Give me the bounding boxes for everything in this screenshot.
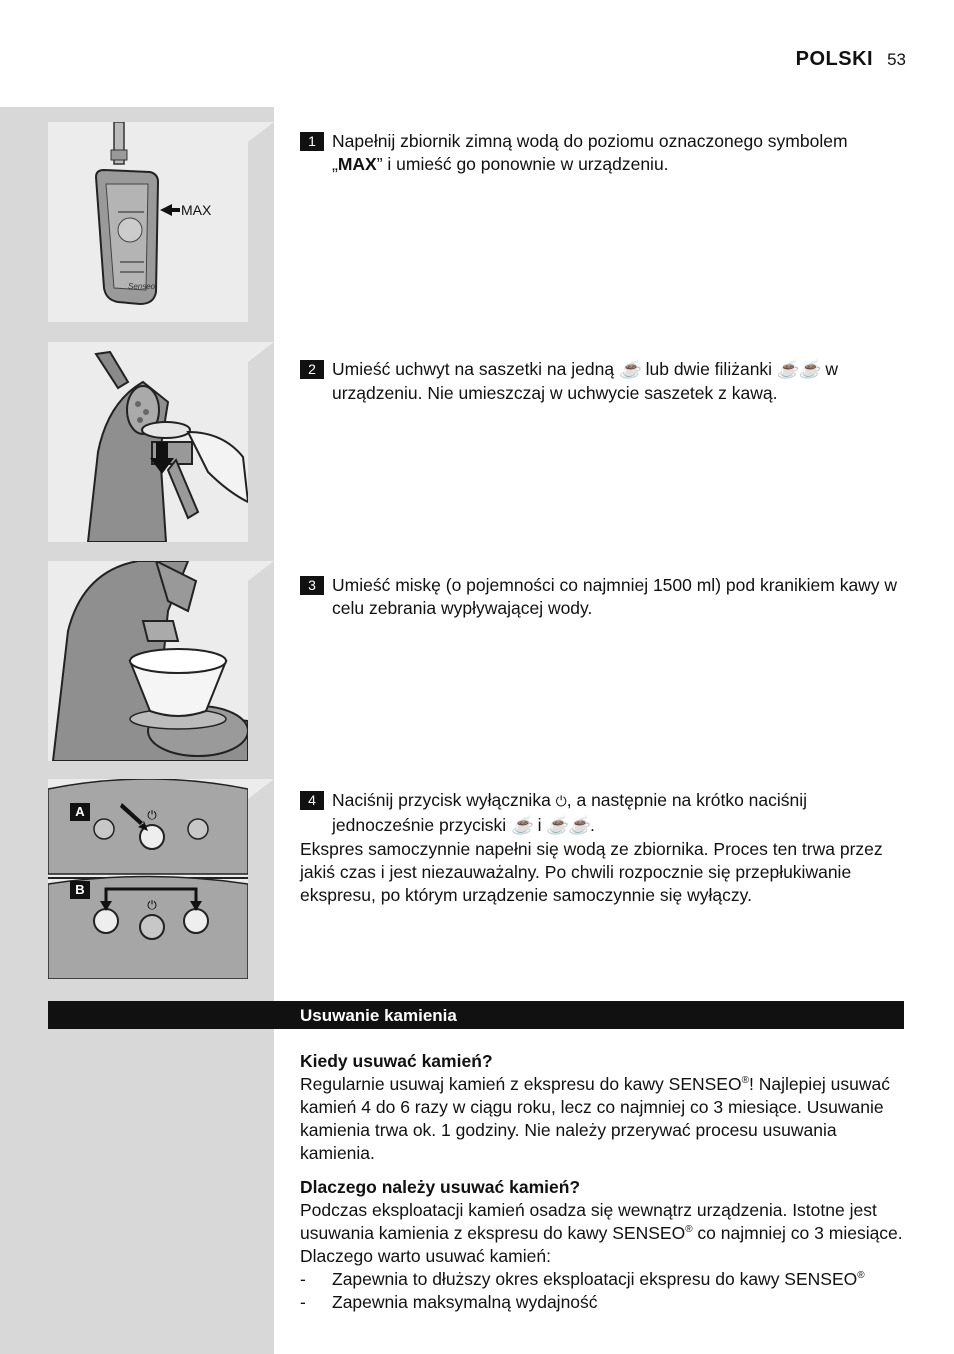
registered-mark: ®	[857, 1270, 865, 1282]
list-dash: -	[300, 1269, 306, 1289]
registered-mark: ®	[741, 1075, 749, 1087]
step-number: 1	[300, 132, 324, 151]
two-cups-icon: ☕☕	[776, 360, 821, 380]
list-item	[300, 1268, 904, 1291]
page-header	[796, 48, 906, 71]
text-part: co najmniej co 3 miesiące. Dlaczego warto usuwać kamień:	[300, 1223, 903, 1266]
subsection-heading: Kiedy usuwać kamień?	[300, 1051, 493, 1071]
illustration-pod-holder	[48, 342, 248, 542]
step-1-text: Napełnij zbiornik zimną wodą do poziomu oznaczonego symbolem	[332, 131, 848, 151]
max-symbol: MAX	[337, 154, 377, 174]
water-tank-drawing	[48, 122, 248, 322]
step-4-text-end: .	[589, 815, 595, 835]
bowl-drawing	[48, 561, 248, 761]
illustration-pointer	[248, 561, 274, 581]
step-number: 4	[300, 791, 324, 810]
max-label: MAX	[181, 202, 212, 218]
subsection-when	[300, 1050, 904, 1165]
illustration-pointer	[248, 122, 274, 142]
label-b: B	[70, 881, 90, 899]
text-part: ! Najlepiej usuwać kamień 4 do 6 razy w ciągu roku, lecz co najmniej co 3 miesiące. Usuwanie kamienia trwa ok. 1 godziny. Nie należy przerywać procesu usuwania kamienia.	[300, 1074, 891, 1163]
step-4	[300, 789, 904, 907]
brand-mark: Senseo	[128, 282, 156, 291]
step-number: 2	[300, 360, 324, 379]
illustration-pointer	[248, 779, 274, 799]
registered-mark: ®	[685, 1224, 693, 1236]
one-cup-icon: ☕	[510, 816, 533, 836]
one-cup-icon: ☕	[618, 360, 641, 380]
step-4-description: Ekspres samoczynnie napełni się wodą ze zbiornika. Proces ten trwa przez jakiś czas i jest niezauważalny. Po chwili rozpocznie się przepłukiwanie ekspresu, po którym urządzenie samoczynnie się wyłączy.	[300, 839, 883, 905]
pod-holder-drawing	[48, 342, 248, 542]
step-2-text: Umieść uchwyt na saszetki na jedną	[332, 359, 619, 379]
step-3	[300, 574, 904, 620]
text-part: Podczas eksploatacji kamień osadza się wewnątrz urządzenia. Istotne jest usuwania kamienia z ekspresu do kawy SENSEO	[300, 1200, 877, 1243]
text-part: Regularnie usuwaj kamień z ekspresu do kawy SENSEO	[300, 1074, 742, 1094]
illustration-water-tank	[48, 122, 248, 322]
list-dash: -	[300, 1292, 306, 1312]
quote-open: „	[332, 154, 338, 174]
subsection-heading: Dlaczego należy usuwać kamień?	[300, 1177, 581, 1197]
label-a: A	[70, 803, 90, 821]
power-icon: ⏻	[555, 794, 567, 810]
section-title: Usuwanie kamienia	[300, 1006, 457, 1025]
svg-text:⏻: ⏻	[147, 808, 157, 822]
subsection-text	[300, 1073, 904, 1165]
step-2	[300, 358, 904, 405]
step-2-text-mid: lub dwie filiżanki	[640, 359, 777, 379]
page-number: 53	[887, 50, 906, 69]
step-number: 3	[300, 576, 324, 595]
benefits-list	[300, 1268, 904, 1314]
step-1	[300, 130, 904, 176]
illustration-buttons	[48, 779, 248, 979]
list-item	[300, 1291, 904, 1314]
step-2-text-end: w urządzeniu. Nie umieszczaj w uchwycie saszetek z kawą.	[332, 359, 839, 403]
illustration-bowl	[48, 561, 248, 761]
two-cups-icon: ☕☕	[546, 816, 590, 836]
step-4-text: Naciśnij przycisk wyłącznika	[332, 790, 556, 810]
step-3-text: Umieść miskę (o pojemności co najmniej 1500 ml) pod kranikiem kawy w celu zebrania wypływającej wody.	[332, 575, 898, 618]
svg-text:⏻: ⏻	[147, 898, 157, 912]
subsection-why	[300, 1176, 904, 1314]
language-label: POLSKI	[795, 48, 874, 70]
and-word: i	[532, 815, 547, 835]
illustration-pointer	[248, 342, 274, 362]
step-1-text-end: ” i umieść go ponownie w urządzeniu.	[376, 154, 669, 174]
subsection-text	[300, 1199, 904, 1268]
list-item-text: Zapewnia to dłuższy okres eksploatacji ekspresu do kawy SENSEO	[332, 1269, 858, 1289]
list-item-text: Zapewnia maksymalną wydajność	[332, 1292, 598, 1312]
section-header-bar	[48, 1001, 904, 1029]
step-4-text-mid: , a następnie na krótko naciśnij jednocześnie przyciski	[332, 790, 808, 835]
